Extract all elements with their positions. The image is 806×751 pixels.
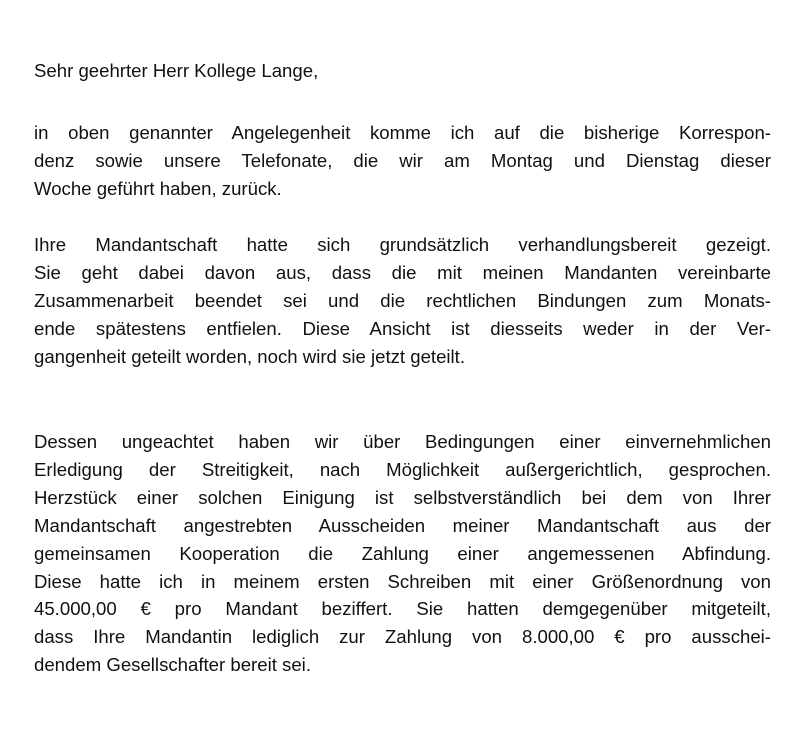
paragraph-line: ende spätestens entfielen. Diese Ansicht ist diesseits weder in der Ver- [34,317,771,339]
salutation: Sehr geehrter Herr Kollege Lange, [34,60,319,81]
paragraph-line: 45.000,00 € pro Mandant beziffert. Sie hatten demgegenüber mitgeteilt, [34,598,771,620]
paragraph-correspondence [34,119,771,203]
paragraph-negotiation-readiness [34,231,771,371]
paragraph-line: Mandantschaft angestrebten Ausscheiden meiner Mandantschaft aus der [34,514,771,536]
paragraph-line: denz sowie unsere Telefonate, die wir am Montag und Dienstag dieser [34,149,771,171]
paragraph-line: Diese hatte ich in meinem ersten Schreiben mit einer Größenordnung von [34,570,771,592]
paragraph-line: dendem Gesellschafter bereit sei. [34,654,311,676]
paragraph-line: Sie geht dabei davon aus, dass die mit meinen Mandanten vereinbarte [34,261,771,283]
paragraph-line: Zusammenarbeit beendet sei und die rechtlichen Bindungen zum Monats- [34,289,771,311]
paragraph-line: gangenheit geteilt worden, noch wird sie jetzt geteilt. [34,345,466,367]
paragraph-line: Erledigung der Streitigkeit, nach Möglichkeit außergerichtlich, gesprochen. [34,458,771,480]
paragraph-line: dass Ihre Mandantin lediglich zur Zahlung von 8.000,00 € pro ausschei- [34,626,771,648]
paragraph-line: Dessen ungeachtet haben wir über Bedingungen einer einvernehmlichen [34,431,771,452]
paragraph-settlement-terms [34,428,771,679]
paragraph-line: in oben genannter Angelegenheit komme ich auf die bisherige Korrespon- [34,122,771,143]
paragraph-line: Woche geführt haben, zurück. [34,177,282,199]
paragraph-line: Herzstück einer solchen Einigung ist selbstverständlich bei dem von Ihrer [34,486,771,508]
paragraph-line: Ihre Mandantschaft hatte sich grundsätzlich verhandlungsbereit gezeigt. [34,234,771,255]
paragraph-line: gemeinsamen Kooperation die Zahlung einer angemessenen Abfindung. [34,542,771,564]
